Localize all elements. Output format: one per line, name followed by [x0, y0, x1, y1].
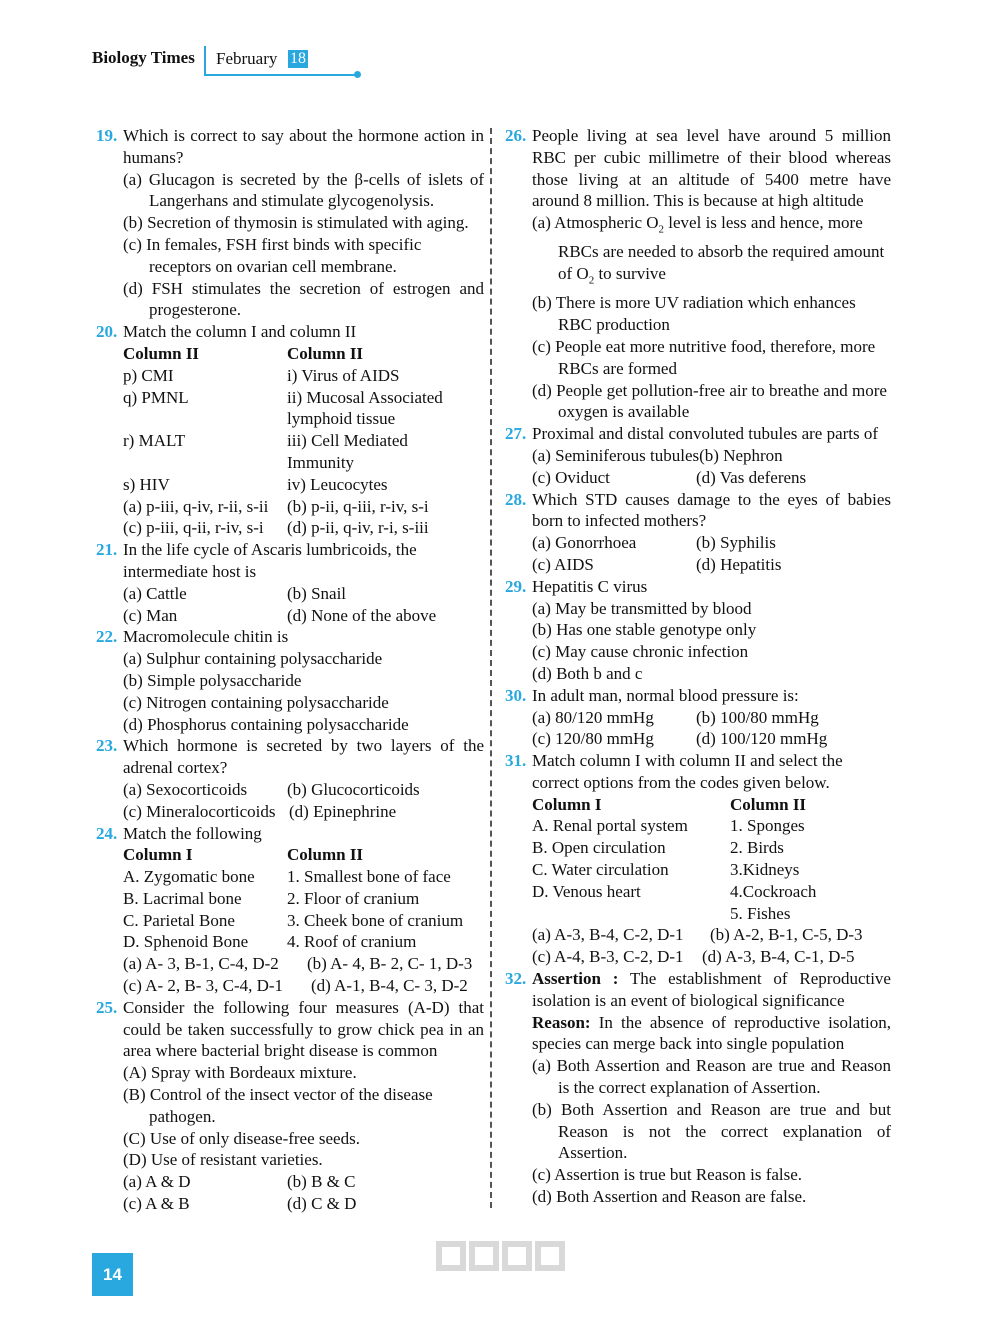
option-b: (b) Has one stable genotype only	[532, 620, 757, 640]
match-right: 1. Sponges	[730, 816, 805, 836]
question-text: People living at sea level have around 5 million RBC per cubic millimetre of their blood whereas those living at an altitude of 5400 metre have around 8 million. This is because at high altitude	[532, 126, 891, 211]
option-a: (a) Both Assertion and Reason are true and Reason is the correct explanation of Assertion.	[532, 1056, 891, 1098]
question-text: In the life cycle of Ascaris lumbricoids, the intermediate host is	[123, 540, 417, 581]
option-b: (b) Secretion of thymosin is stimulated with aging.	[123, 213, 469, 233]
options-row	[532, 728, 891, 750]
option-a-b: (a) Seminiferous tubules(b) Nephron	[532, 445, 783, 465]
question-text: Match column I with column II and select the correct options from the codes given below.	[532, 751, 843, 792]
measure-a: (A) Spray with Bordeaux mixture.	[123, 1063, 357, 1083]
question-number: 23.	[96, 736, 118, 756]
option-a: (a) A & D	[123, 1172, 191, 1192]
match-right: iii) Cell Mediated Immunity	[287, 431, 408, 472]
column-1-header: Column I	[123, 845, 193, 865]
question-number: 22.	[96, 627, 118, 647]
column-2-header: Column II	[287, 343, 364, 363]
option-a: (a) 80/120 mmHg	[532, 707, 654, 727]
option-c: (c) May cause chronic infection	[532, 642, 749, 662]
options-row	[532, 467, 891, 489]
question-text: Which hormone is secreted by two layers of the adrenal cortex?	[123, 736, 484, 778]
column-1-header: Column II	[123, 343, 200, 363]
match-left: D. Sphenoid Bone	[123, 932, 249, 952]
header-underline	[204, 74, 356, 76]
match-right: 3.Kidneys	[730, 860, 800, 880]
options-row	[123, 779, 484, 801]
option-a: (a) Cattle	[123, 583, 187, 603]
option-a: (a) Sexocorticoids	[123, 779, 248, 799]
option-a-part: level is less and hence, more RBCs are needed to absorb the required amount of O	[558, 213, 885, 284]
option-c: (c) A- 2, B- 3, C-4, D-1	[123, 976, 284, 996]
question-24	[96, 823, 484, 845]
question-text: In adult man, normal blood pressure is:	[532, 685, 799, 705]
match-row	[123, 931, 484, 953]
options-row	[123, 1171, 484, 1193]
match-row	[123, 888, 484, 910]
match-right: 2. Floor of cranium	[287, 888, 420, 908]
option-b: (b) Simple polysaccharide	[123, 670, 302, 690]
option-b: (b) Snail	[287, 583, 347, 603]
question-26	[505, 125, 891, 212]
option-a: (a) Glucagon is secreted by the β-cells of islets of Langerhans and stimulate glycogenolysis.	[123, 169, 484, 211]
option-d: (d) Both b and c	[532, 663, 643, 683]
question-number: 30.	[505, 685, 527, 705]
match-row	[532, 859, 891, 881]
option-d: (d) Both Assertion and Reason are false.	[532, 1187, 807, 1207]
options-row	[123, 517, 484, 539]
column-2-header: Column II	[287, 845, 364, 865]
option-c: (c) A & B	[123, 1194, 190, 1214]
question-text: Which is correct to say about the hormone action in humans?	[123, 126, 484, 167]
match-left: B. Lacrimal bone	[123, 888, 242, 908]
option-c: (c) AIDS	[532, 554, 594, 574]
column-divider	[490, 128, 492, 1208]
options-row	[123, 975, 484, 997]
match-header	[123, 844, 484, 866]
match-row	[123, 910, 484, 932]
question-number: 31.	[505, 751, 527, 771]
question-number: 21.	[96, 540, 118, 560]
options-row	[123, 605, 484, 627]
measure-c: (C) Use of only disease-free seeds.	[123, 1128, 360, 1148]
question-19	[96, 125, 484, 169]
options-row	[123, 801, 484, 823]
option-d: (d) People get pollution-free air to breathe and more oxygen is available	[532, 380, 887, 422]
option-a: (a) May be transmitted by blood	[532, 598, 752, 618]
option-d: (d) A-3, B-4, C-1, D-5	[702, 947, 855, 967]
match-row	[532, 903, 891, 925]
match-right: 3. Cheek bone of cranium	[287, 910, 464, 930]
right-column	[505, 125, 891, 1208]
reason	[532, 1012, 891, 1056]
match-left: D. Venous heart	[532, 881, 641, 901]
subscript: 2	[588, 274, 595, 287]
column-1-header: Column I	[532, 794, 602, 814]
logo-block	[469, 1241, 499, 1271]
match-left: s) HIV	[123, 474, 170, 494]
match-left: A. Zygomatic bone	[123, 867, 255, 887]
option-c: (c) A-4, B-3, C-2, D-1	[532, 947, 684, 967]
options-row	[123, 953, 484, 975]
match-row	[532, 815, 891, 837]
option-c: (c) Mineralocorticoids	[123, 801, 276, 821]
option-d: (d) FSH stimulates the secretion of estrogen and progesterone.	[123, 278, 484, 320]
option-b: (b) B & C	[287, 1172, 356, 1192]
options-row	[123, 496, 484, 518]
question-23	[96, 735, 484, 779]
question-text: Proximal and distal convoluted tubules are parts of	[532, 424, 879, 444]
question-31	[505, 750, 891, 794]
logo-block	[436, 1241, 466, 1271]
subscript: 2	[658, 223, 665, 236]
question-number: 29.	[505, 576, 527, 596]
question-20	[96, 321, 484, 343]
match-left: C. Water circulation	[532, 860, 669, 880]
option-c: (c) Man	[123, 605, 178, 625]
option-a-part: to survive	[594, 264, 666, 284]
option-d: (d) Hepatitis	[696, 554, 782, 574]
match-row	[123, 866, 484, 888]
match-right: 5. Fishes	[730, 903, 791, 923]
options-row	[532, 554, 891, 576]
question-number: 26.	[505, 126, 527, 145]
match-right: 1. Smallest bone of face	[287, 867, 451, 887]
logo-block	[535, 1241, 565, 1271]
option-d: (d) C & D	[287, 1194, 357, 1214]
question-text: Macromolecule chitin is	[123, 627, 289, 647]
question-27	[505, 423, 891, 445]
option-b: (b) p-ii, q-iii, r-iv, s-i	[287, 496, 429, 516]
match-left: r) MALT	[123, 431, 186, 451]
option-b: (b) A-2, B-1, C-5, D-3	[710, 925, 863, 945]
option-c: (c) Assertion is true but Reason is false.	[532, 1165, 803, 1185]
match-header	[532, 794, 891, 816]
match-right: i) Virus of AIDS	[287, 365, 400, 385]
match-left: A. Renal portal system	[532, 816, 688, 836]
magazine-title: Biology Times	[92, 48, 195, 67]
options-row	[532, 924, 891, 946]
option-c: (c) p-iii, q-ii, r-iv, s-i	[123, 518, 264, 538]
question-32	[505, 968, 891, 1012]
column-2-header: Column II	[730, 794, 807, 814]
question-29	[505, 576, 891, 598]
match-row	[532, 881, 891, 903]
match-right: 4. Roof of cranium	[287, 932, 417, 952]
option-b: (b) Glucocorticoids	[287, 779, 420, 799]
option-b: (b) 100/80 mmHg	[696, 707, 819, 727]
match-left	[532, 903, 730, 925]
match-left: C. Parietal Bone	[123, 910, 235, 930]
match-left: B. Open circulation	[532, 838, 666, 858]
issue-year: 18	[290, 50, 306, 67]
question-text: Consider the following four measures (A-D) that could be taken successfully to grow chick pea in an area where bacterial bright disease is common	[123, 997, 484, 1061]
match-right: ii) Mucosal Associated lymphoid tissue	[287, 387, 443, 429]
question-text: Hepatitis C virus	[532, 576, 648, 596]
match-row	[123, 365, 484, 387]
match-right: 4.Cockroach	[730, 881, 817, 901]
options-row	[123, 1193, 484, 1215]
assertion-text: The establishment of Reproductive isolation is an event of biological significance	[532, 969, 891, 1010]
option-b: (b) A- 4, B- 2, C- 1, D-3	[307, 954, 473, 974]
option-a: (a) A- 3, B-1, C-4, D-2	[123, 954, 279, 974]
options-row	[532, 532, 891, 554]
issue-month: February	[216, 49, 278, 68]
option-c: (c) Nitrogen containing polysaccharide	[123, 692, 389, 712]
option-a: (a) A-3, B-4, C-2, D-1	[532, 925, 684, 945]
question-number: 20.	[96, 322, 118, 342]
match-right: 2. Birds	[730, 838, 784, 858]
reason-text: In the absence of reproductive isolation, species can merge back into single population	[532, 1012, 891, 1054]
question-text: Match the column I and column II	[123, 322, 357, 342]
page-number: 14	[92, 1253, 133, 1296]
question-30	[505, 685, 891, 707]
left-column	[96, 125, 484, 1215]
header-dot	[354, 71, 361, 78]
option-c: (c) Oviduct	[532, 467, 610, 487]
question-number: 25.	[96, 997, 118, 1017]
match-row	[123, 387, 484, 431]
measure-d: (D) Use of resistant varieties.	[123, 1150, 323, 1170]
question-text: Which STD causes damage to the eyes of babies born to infected mothers?	[532, 489, 891, 531]
question-25	[96, 997, 484, 1062]
option-d: (d) Epinephrine	[289, 801, 397, 821]
option-c: (c) In females, FSH first binds with specific receptors on ovarian cell membrane.	[123, 234, 422, 276]
match-row	[123, 430, 484, 474]
match-right: iv) Leucocytes	[287, 474, 388, 494]
header-divider	[204, 46, 206, 76]
publisher-logo	[436, 1241, 565, 1271]
option-a: (a) Sulphur containing polysaccharide	[123, 649, 383, 669]
assertion-label: Assertion :	[532, 969, 619, 989]
options-row	[123, 583, 484, 605]
option-d: (d) None of the above	[287, 605, 437, 625]
measure-b: (B) Control of the insect vector of the disease pathogen.	[123, 1085, 433, 1126]
logo-block	[502, 1241, 532, 1271]
option-b: (b) Both Assertion and Reason are true and but Reason is not the correct explanation of Assertion.	[532, 1099, 891, 1163]
question-28	[505, 489, 891, 533]
option-a-part: (a) Atmospheric O	[532, 213, 659, 233]
option-d: (d) 100/120 mmHg	[696, 729, 828, 749]
option-b: (b) There is more UV radiation which enhances RBC production	[532, 293, 856, 335]
match-row	[123, 474, 484, 496]
match-left: q) PMNL	[123, 387, 189, 407]
match-row	[532, 837, 891, 859]
question-text: Match the following	[123, 823, 262, 843]
option-a	[532, 212, 891, 292]
option-d: (d) Vas deferens	[696, 467, 807, 487]
match-header	[123, 343, 484, 365]
question-text	[532, 968, 891, 1012]
question-number: 19.	[96, 126, 118, 145]
question-22	[96, 626, 484, 648]
option-a: (a) p-iii, q-iv, r-ii, s-ii	[123, 496, 269, 516]
question-number: 28.	[505, 489, 527, 509]
options-row	[532, 946, 891, 968]
option-a: (a) Gonorrhoea	[532, 533, 637, 553]
question-number: 24.	[96, 823, 118, 843]
option-b: (b) Syphilis	[696, 533, 776, 553]
match-left: p) CMI	[123, 365, 174, 385]
options-row	[532, 707, 891, 729]
reason-label: Reason:	[532, 1012, 591, 1032]
question-number: 27.	[505, 424, 527, 444]
option-d: (d) p-ii, q-iv, r-i, s-iii	[287, 518, 429, 538]
option-c: (c) People eat more nutritive food, therefore, more RBCs are formed	[532, 336, 876, 378]
question-number: 32.	[505, 969, 527, 989]
option-d: (d) A-1, B-4, C- 3, D-2	[311, 976, 468, 996]
option-d: (d) Phosphorus containing polysaccharide	[123, 714, 409, 734]
option-c: (c) 120/80 mmHg	[532, 729, 654, 749]
question-21	[96, 539, 484, 583]
